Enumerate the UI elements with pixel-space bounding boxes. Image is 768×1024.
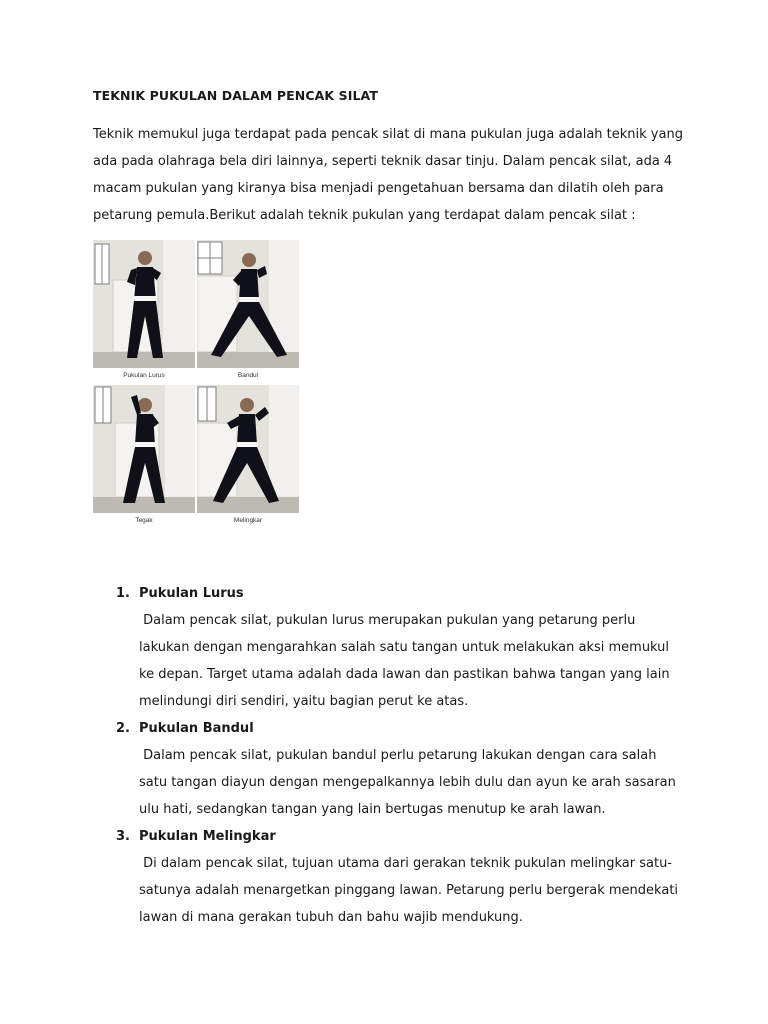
photo-bandul [197, 240, 299, 368]
list-item-heading: Pukulan Bandul [139, 721, 254, 736]
list-item-number: 1. [116, 586, 130, 601]
technique-list [116, 580, 686, 931]
caption-bandul: Bandul [237, 372, 259, 379]
list-item-number: 3. [116, 829, 130, 844]
list-item-number: 2. [116, 721, 130, 736]
list-item [116, 715, 686, 823]
technique-photo-grid [93, 240, 301, 530]
list-item-body: Dalam pencak silat, pukulan lurus merupakan pukulan yang petarung perlu lakukan dengan mengarahkan salah satu tangan untuk melakukan aksi memukul ke depan. Target utama adalah dada lawan dan pastikan bahwa tangan yang lain melindungi diri sendiri, yaitu bagian perut ke atas. [139, 613, 670, 709]
list-item-heading: Pukulan Melingkar [139, 829, 276, 844]
document-title: TEKNIK PUKULAN DALAM PENCAK SILAT [93, 88, 378, 103]
photo-tegak [93, 385, 195, 513]
photo-pukulan-lurus [93, 240, 195, 368]
caption-melingkar: Melingkar [233, 517, 263, 524]
list-item-body: Dalam pencak silat, pukulan bandul perlu petarung lakukan dengan cara salah satu tangan diayun dengan mengepalkannya lebih dulu dan ayun ke arah sasaran ulu hati, sedangkan tangan yang lain bertugas menutup ke arah lawan. [139, 748, 676, 817]
intro-paragraph: Teknik memukul juga terdapat pada pencak silat di mana pukulan juga adalah teknik yang ada pada olahraga bela diri lainnya, seperti teknik dasar tinju. Dalam pencak silat, ada 4 macam pukulan yang kiranya bisa menjadi pengetahuan bersama dan dilatih oleh para petarung pemula.Berikut adalah teknik pukulan yang terdapat dalam pencak silat : [93, 127, 683, 223]
caption-pukulan-lurus: Pukulan Lurus [123, 372, 165, 379]
list-item [116, 823, 686, 931]
list-item-body: Di dalam pencak silat, tujuan utama dari gerakan teknik pukulan melingkar satu-satunya adalah menargetkan pinggang lawan. Petarung perlu bergerak mendekati lawan di mana gerakan tubuh dan bahu wajib mendukung. [139, 856, 679, 925]
list-item-heading: Pukulan Lurus [139, 586, 244, 601]
caption-tegak: Tegak [135, 517, 153, 524]
photo-melingkar [197, 385, 299, 513]
list-item [116, 580, 686, 715]
